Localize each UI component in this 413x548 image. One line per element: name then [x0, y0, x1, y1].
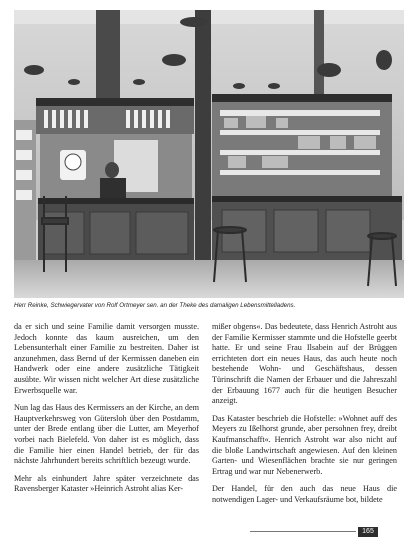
- text-columns: [14, 322, 398, 522]
- shop-interior-image: [14, 10, 404, 298]
- page-number: 165: [358, 527, 378, 537]
- historical-shop-photo: [14, 10, 404, 298]
- paragraph: da er sich und seine Familie damit versorgen musste. Jedoch konnte das kaum ausreichen, um den Lebensunterhalt einer Familie zu bestreiten. Daher ist anzunehmen, dass Bernd uf der Kermissen daneben ein Handwerk oder eine andere zusätzliche Tätigkeit ausübte. Wir wissen nicht welcher Art diese zusätzliche Erwerbsquelle war.: [14, 322, 199, 395]
- right-text-column: [212, 322, 397, 513]
- paragraph: Mehr als einhundert Jahre später verzeichnete das Ravensberger Kataster »Heinrich Astroht alias Ker-: [14, 473, 199, 494]
- left-text-column: [14, 322, 199, 502]
- photo-caption: Herr Reinke, Schwiegervater von Rolf Ortmeyer sen. an der Theke des damaligen Lebensmittelladens.: [14, 302, 296, 309]
- paragraph: Das Kataster beschrieb die Hofstelle: »Wohnet auff des Meyers zu Ißelhorst grunde, aber persohnen frey, dreibt Kaufmanschafft«. Henrich Astroht war also nicht auf die bloße Landwirtschaft angewiesen. Auf den kleinen Garten- und Wiesenflächen brachte sie nur geringen Ertrag und war nur Nebenerwerb.: [212, 413, 397, 476]
- paragraph: Der Handel, für den auch das neue Haus die notwendigen Lager- und Verkaufsräume bot, bildete: [212, 484, 397, 504]
- paragraph: Nun lag das Haus des Kermissers an der Kirche, an dem Hauptverkehrsweg von Gütersloh über den Postdamm, unter der Brede entlang über die Lutter, am Meyerhof vorbei nach Bielefeld. Von daher ist es möglich, dass die Familie hier einen Handel betrieb, der für das nächste Jahrhundert bereits schriftlich bezeugt wurde.: [14, 403, 199, 466]
- paragraph: mißer obgens«. Das bedeutete, dass Henrich Astroht aus der Familie Kermisser stammte und die Hofstelle geerbt hatte. Er und seine Frau Ilsabein auf der Brüggen errichteten dort ein neues Haus, das auch heute noch bestehende Wohn- und Geschäftshaus, dessen Türinschrift die Namen der Erbauer und die Jahreszahl der Erbauung 1677 auch für die heutigen Besucher anzeigt.: [212, 322, 397, 406]
- footer-rule: [250, 531, 356, 532]
